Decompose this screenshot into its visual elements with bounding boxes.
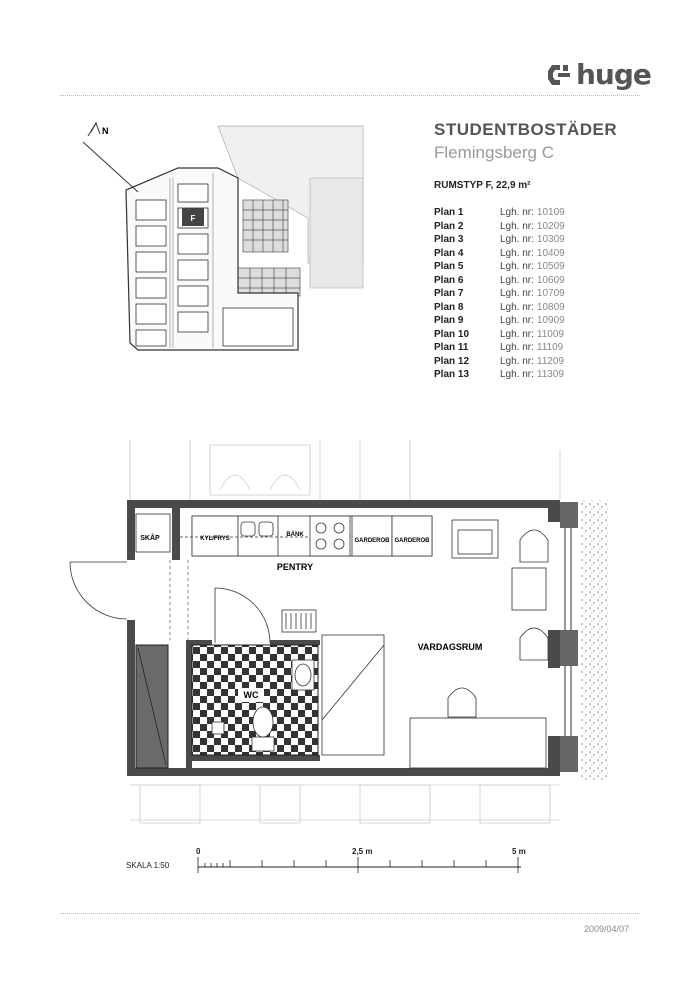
list-item: Plan 2 Lgh. nr: 10209	[434, 220, 565, 232]
label-skap: SKÅP	[140, 535, 160, 542]
exterior-hatch	[580, 500, 608, 780]
unit-marker: F	[190, 214, 196, 223]
desk	[410, 688, 546, 768]
entrance-door	[70, 562, 127, 619]
scale-label: SKALA 1:50	[126, 861, 170, 870]
label-kyl-frys: KYL/FRYS	[200, 536, 230, 542]
list-item: Plan 11 Lgh. nr: 11109	[434, 342, 564, 353]
label-pentry: PENTRY	[276, 562, 314, 572]
list-item: Plan 7 Lgh. nr: 10709	[434, 288, 565, 299]
list-item: Plan 4 Lgh. nr: 10409	[434, 247, 565, 259]
scale-tick-2-5: 2,5 m	[352, 847, 373, 856]
towel-rack	[282, 610, 316, 632]
list-item: Plan 6 Lgh. nr: 10609	[434, 274, 565, 286]
scale-tick-5: 5 m	[512, 847, 526, 856]
label-vardagsrum: VARDAGSRUM	[417, 642, 483, 652]
logo-text: huge	[576, 58, 651, 91]
courtyard-grid	[238, 200, 300, 296]
cabinet-skap	[136, 514, 170, 552]
label-wc: WC	[243, 690, 259, 700]
top-divider	[60, 95, 640, 96]
armchair	[452, 520, 498, 558]
list-item: Plan 8 Lgh. nr: 10809	[434, 301, 565, 313]
document-date: 2009/04/07	[584, 924, 630, 934]
toilet	[252, 707, 274, 751]
label-bank: BÄNK	[286, 532, 304, 538]
label-garderob-1: GARDEROB	[354, 538, 390, 544]
north-label: N	[102, 126, 109, 136]
scale-bar	[196, 855, 526, 877]
huge-logo	[546, 58, 651, 91]
list-item: Plan 13 Lgh. nr: 11309	[434, 369, 564, 380]
apartment-list	[434, 206, 565, 382]
north-arrow-icon	[83, 123, 138, 192]
window-furniture	[512, 530, 548, 660]
scale-tick-0: 0	[196, 847, 201, 856]
label-garderob-2: GARDEROB	[394, 538, 430, 544]
bottom-divider	[60, 913, 640, 914]
list-item: Plan 3 Lgh. nr: 10309	[434, 234, 565, 245]
logo-mark-icon	[546, 62, 572, 88]
list-item: Plan 12 Lgh. nr: 11209	[434, 355, 564, 367]
page-title: STUDENTBOSTÄDER	[434, 120, 618, 139]
list-item: Plan 5 Lgh. nr: 10509	[434, 261, 565, 272]
site-plan	[78, 118, 368, 378]
list-item: Plan 1 Lgh. nr: 10109	[434, 207, 565, 218]
list-item: Plan 9 Lgh. nr: 10909	[434, 315, 565, 326]
wc-door	[215, 588, 270, 643]
room-type: RUMSTYP F, 22,9 m²	[434, 180, 531, 191]
floor-plan	[60, 430, 620, 830]
bed	[322, 635, 384, 755]
list-item: Plan 10 Lgh. nr: 11009	[434, 328, 564, 340]
page-subtitle: Flemingsberg C	[434, 143, 554, 162]
